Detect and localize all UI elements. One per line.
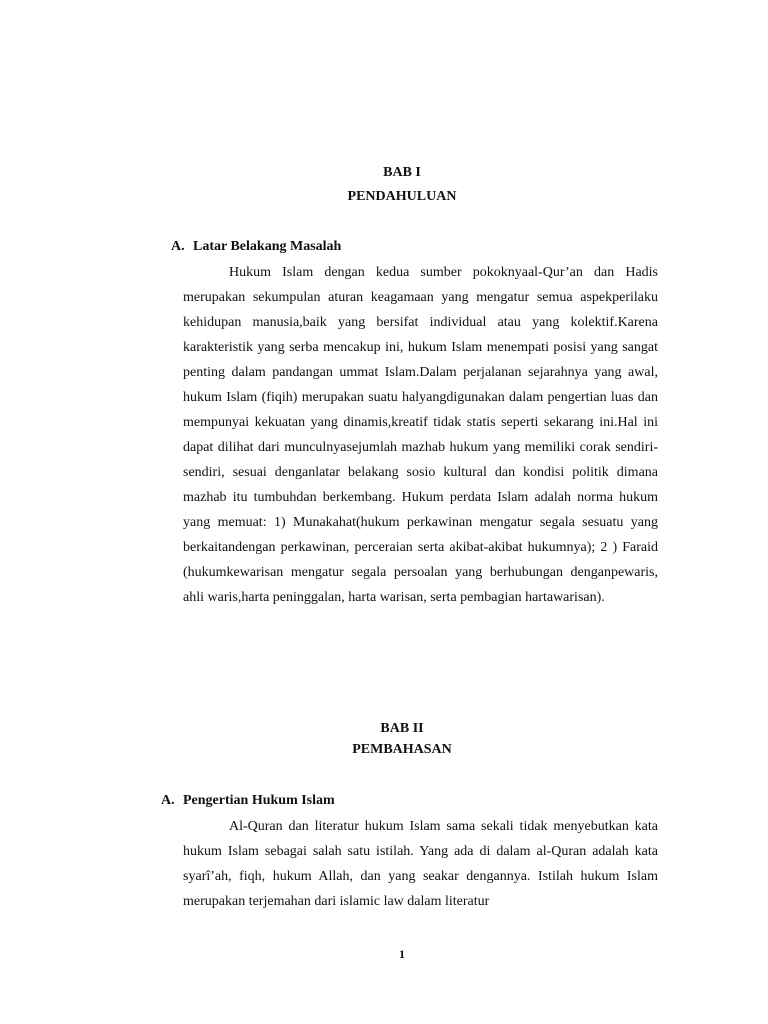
section-heading-pengertian xyxy=(161,791,335,811)
paragraph-pengertian: Al-Quran dan literatur hukum Islam sama sekali tidak menyebutkan kata hukum Islam sebagai salah satu istilah. Yang ada di dalam al-Quran adalah kata syarî’ah, fiqh, hukum Allah, dan yang seakar dengannya. Istilah hukum Islam merupakan terjemahan dari islamic law dalam literatur xyxy=(183,819,658,909)
section-number: A. xyxy=(171,239,185,254)
chapter1-label: BAB I xyxy=(383,165,421,180)
section-heading-latar-belakang xyxy=(171,237,341,257)
chapter1-title: PENDAHULUAN xyxy=(347,189,457,204)
paragraph-latar-belakang: Hukum Islam dengan kedua sumber pokoknyaal-Qur’an dan Hadis merupakan sekumpulan aturan keagamaan yang mengatur semua aspekperilaku kehidupan manusia,baik yang bersifat individual atau yang kolektif.Karena karakteristik yang serba mencakup ini, hukum Islam menempati posisi yang sangat penting dalam pandangan ummat Islam.Dalam perjalanan sejarahnya yang awal, hukum Islam (fiqih) merupakan suatu halyangdigunakan dalam pengertian luas dan mempunyai kekuatan yang dinamis,kreatif tidak statis seperti sekarang ini.Hal ini dapat dilihat dari munculnyasejumlah mazhab hukum yang memiliki corak sendiri-sendiri, sesuai denganlatar belakang sosio kultural dan kondisi politik dimana mazhab itu tumbuhdan berkembang. Hukum perdata Islam adalah norma hukum yang memuat: 1) Munakahat(hukum perkawinan mengatur segala sesuatu yang berkaitandengan perkawinan, perceraian serta akibat-akibat hukumnya); 2 ) Faraid (hukumkewarisan mengatur segala persoalan yang berhubungan denganpewaris, ahli waris,harta peninggalan, harta warisan, serta pembagian hartawarisan). xyxy=(183,265,658,605)
section-number: A. xyxy=(161,793,175,808)
page-number: 1 xyxy=(399,947,405,961)
chapter2-title: PEMBAHASAN xyxy=(352,742,452,757)
section-title: Latar Belakang Masalah xyxy=(193,239,342,254)
chapter2-label: BAB II xyxy=(380,721,424,736)
section-title: Pengertian Hukum Islam xyxy=(183,793,335,808)
